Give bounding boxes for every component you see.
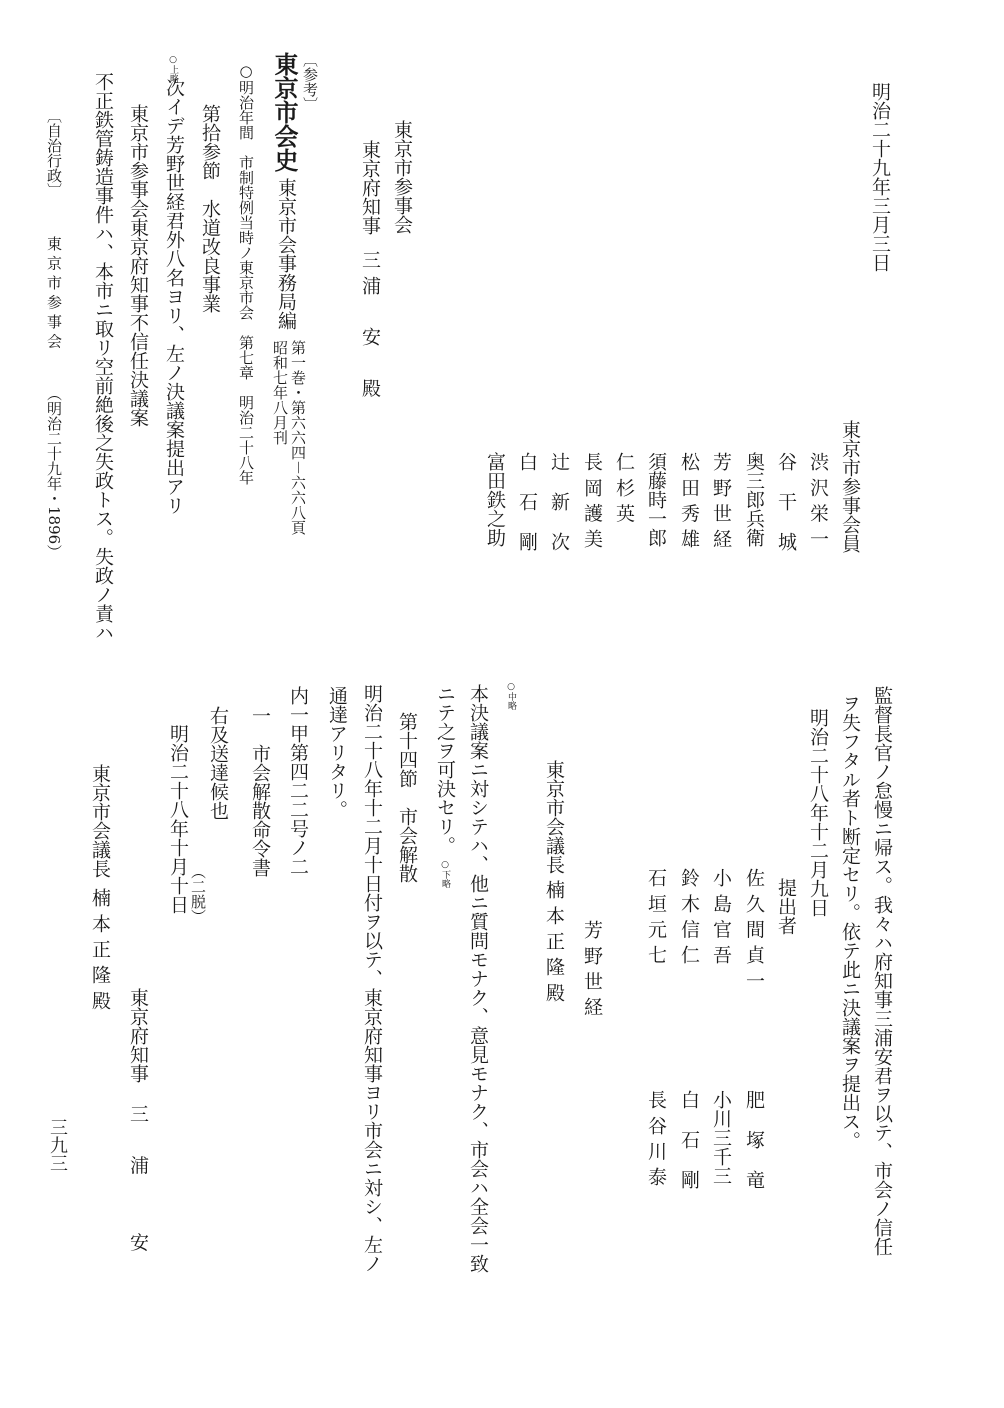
governor-title: 東京府知事 (127, 988, 149, 1083)
addressee-title: 東京府知事 (359, 140, 381, 235)
body-line: 本決議案ニ対シテハ、他ニ質問モナク、意見モナク、市会ハ全会一致 (467, 684, 489, 1273)
addressee-name: 楠本正隆殿 (89, 888, 111, 1017)
footer-category: 〔自治行政〕 (45, 108, 63, 198)
submitter-name: 白石剛 (678, 1090, 700, 1210)
body-line: 不正鉄管鋳造事件ハ、本市ニ取リ空前絶後之失政トス。失政ノ責ハ (92, 72, 114, 642)
source-editor: 東京市会事務局編 (275, 178, 297, 330)
reference-tag: 〔参考〕 (301, 52, 319, 112)
submitter-name: 長谷川泰 (645, 1090, 667, 1193)
member-name: 須藤時一郎 (645, 452, 667, 547)
source-date: 昭和七年八月刊 (271, 340, 289, 445)
member-name: 富田鉄之助 (484, 452, 506, 547)
addressee-title: 東京市会議長 (89, 764, 111, 878)
section-heading: 第十四節 市会解散 (396, 712, 418, 883)
governor-name: 三 浦 安 (127, 1104, 149, 1258)
submitter-name: 肥塚竜 (743, 1090, 765, 1210)
submitter-name: 佐久間貞一 (743, 868, 765, 997)
member-name: 渋沢栄一 (807, 452, 829, 555)
omission-mark: ○下略 (440, 860, 450, 888)
member-name: 奥三郎兵衛 (743, 452, 765, 547)
members-header: 東京市参事会員 (839, 420, 861, 553)
document-number: 内一甲第四二二号ノ二 (287, 686, 309, 876)
date-line: 明治二十九年三月三日 (869, 82, 891, 272)
member-name: 芳野世経 (710, 452, 732, 555)
chapter-heading: ○明治年間 市制特例当時ノ東京市会 第七章 明治二十八年 (237, 62, 255, 485)
source-pages: 第一巻・第六六四－六六八頁 (289, 340, 307, 536)
source-title: 東京市会史 (270, 52, 299, 172)
submitter-name: 芳野世経 (581, 920, 603, 1023)
submitter-name: 小川三千三 (710, 1090, 732, 1185)
member-name: 長岡護美 (581, 452, 603, 555)
chair-name: 楠本正隆殿 (543, 880, 565, 1009)
member-name: 仁杉英 (613, 452, 635, 529)
order-title: 一 市会解散命令書 (249, 706, 271, 877)
submitter-label: 提出者 (775, 878, 797, 935)
omission-mark: ○上略 (168, 55, 178, 83)
body-line: 通達アリタリ。 (326, 686, 348, 819)
member-name: 白石剛 (516, 452, 538, 572)
footer-year: （明治二十九年・1896） (45, 386, 63, 560)
order-date: 明治二十八年十月十日 (167, 724, 189, 914)
submission-date: 明治二十八年十二月九日 (807, 708, 829, 917)
chair-title: 東京市会議長 (543, 760, 565, 874)
body-line: ニテ之ヲ可決セリ。 (434, 684, 456, 855)
body-line: 明治二十八年十二月十日付ヲ以テ、東京府知事ヨリ市会ニ対シ、左ノ (361, 684, 383, 1273)
footer-body: 東京市参事会 (45, 236, 63, 353)
submitter-name: 石垣元七 (645, 868, 667, 971)
addressee-name: 三浦 安 殿 (359, 250, 381, 404)
member-name: 谷干城 (775, 452, 797, 572)
member-name: 辻新次 (548, 452, 570, 572)
omission-mark: ○中略 (506, 682, 516, 710)
section-heading: 第拾参節 水道改良事業 (199, 104, 221, 313)
addressee-body: 東京市参事会 (391, 120, 413, 234)
missing-character-note: （二脱） (189, 864, 207, 924)
send-note: 右及送達候也 (207, 706, 229, 820)
body-line: 次イデ芳野世経君外八名ヨリ、左ノ決議案提出アリ (163, 78, 185, 515)
submitter-name: 小島官吾 (710, 868, 732, 971)
page-number: 三九三 (47, 1118, 68, 1172)
member-name: 松田秀雄 (678, 452, 700, 555)
proposal-title: 東京市参事会東京府知事不信任決議案 (127, 104, 149, 427)
body-line: 監督長官ノ怠慢ニ帰ス。我々ハ府知事三浦安君ヲ以テ、市会ノ信任 (871, 686, 893, 1256)
submitter-name: 鈴木信仁 (678, 868, 700, 971)
body-line: ヲ失フタル者ト断定セリ。依テ此ニ決議案ヲ提出ス。 (839, 694, 861, 1150)
